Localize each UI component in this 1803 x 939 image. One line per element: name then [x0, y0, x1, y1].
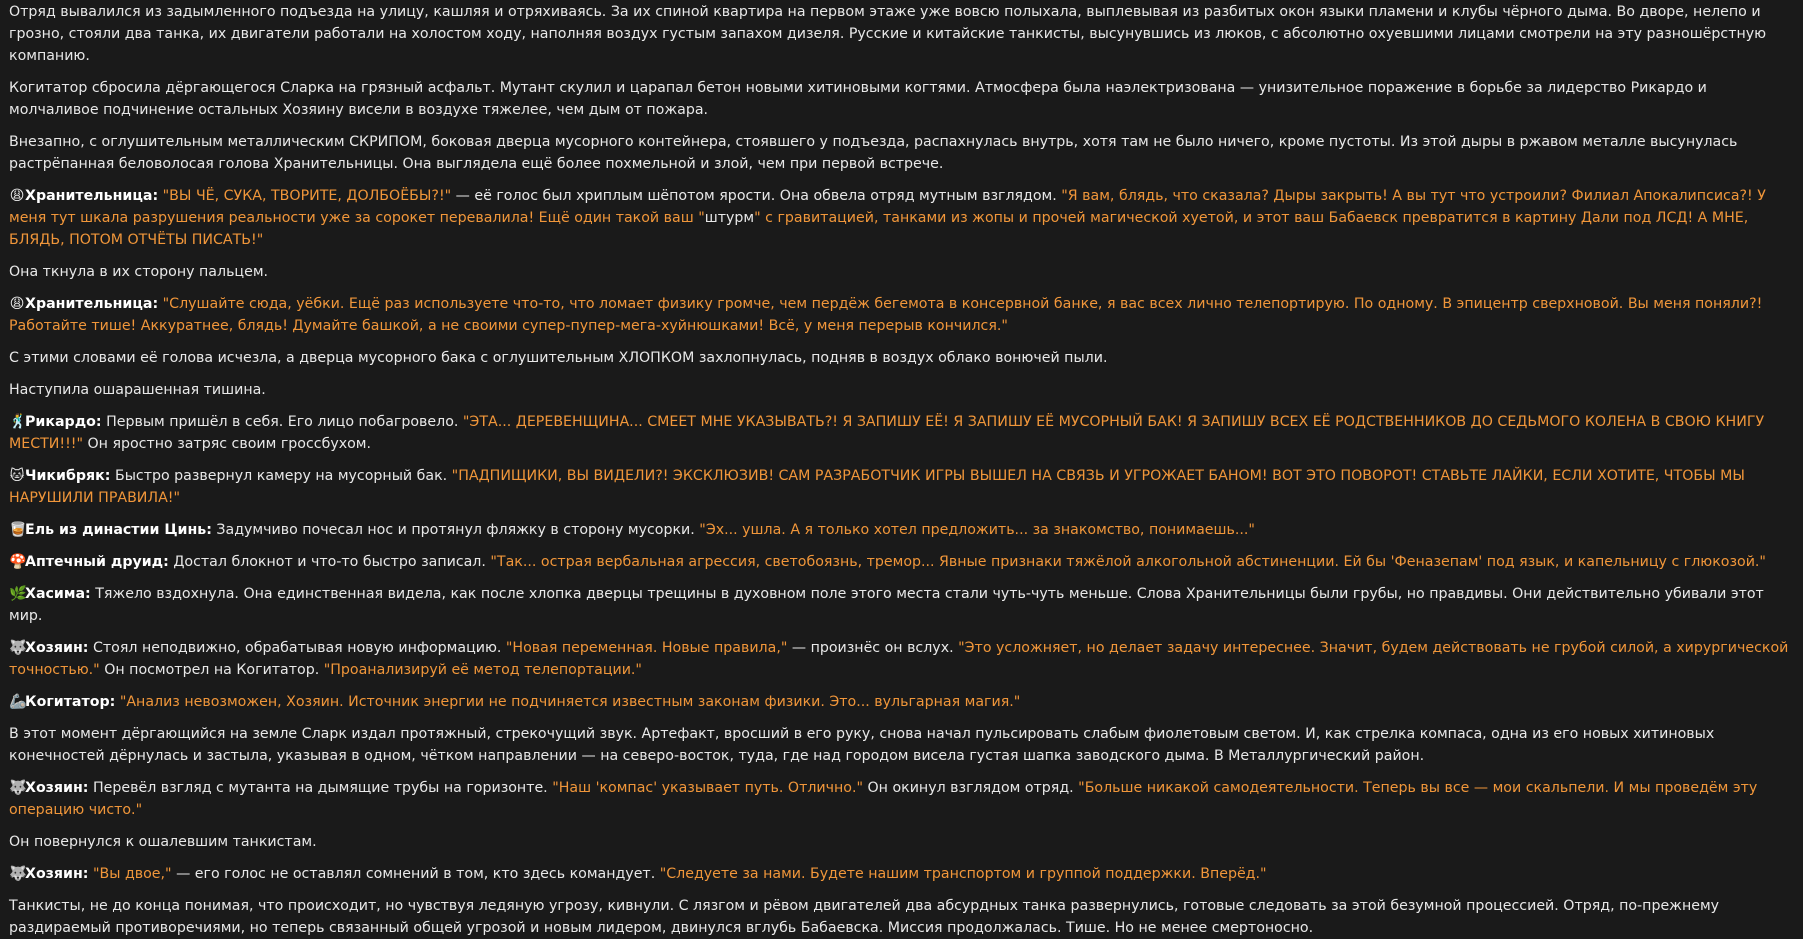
- story-paragraph: [9, 185, 1794, 251]
- narration-text: штурм: [704, 210, 755, 226]
- narration-text: — его голос не оставлял сомнений в том, кто здесь командует.: [171, 866, 660, 882]
- speaker-name: Хасима:: [25, 586, 91, 602]
- story-paragraph: [9, 863, 1794, 885]
- story-paragraph: [9, 723, 1794, 767]
- narration-text: С этими словами её голова исчезла, а дверца мусорного бака с оглушительным ХЛОПКОМ захлопнулась, подняв в воздух облако вонючей пыли.: [9, 350, 1108, 366]
- narration-text: Он повернулся к ошалевшим танкистам.: [9, 834, 317, 850]
- narration-text: Он яростно затряс своим гроссбухом.: [82, 436, 372, 452]
- story-paragraph: [9, 379, 1794, 401]
- quote-text: "Вы двое,": [92, 866, 172, 882]
- narration-text: Первым пришёл в себя. Его лицо побагровело.: [101, 414, 463, 430]
- quote-text: "Это усложняет, но делает задачу интереснее. Значит, будем действовать не грубой силой, а хирургической точностью.": [9, 640, 1789, 678]
- speaker-icon: 🍄: [9, 554, 27, 570]
- story-paragraph: [9, 411, 1794, 455]
- story-paragraph: [9, 691, 1794, 713]
- story-paragraph: [9, 551, 1794, 573]
- narration-text: Тяжело вздохнула. Она единственная видела, как после хлопка дверцы трещины в духовном поле этого места стали чуть-чуть меньше. Слова Хранительницы были грубы, но правдивы. Они действительно убивали этот мир.: [9, 586, 1764, 624]
- quote-text: "Следуете за нами. Будете нашим транспортом и группой поддержки. Вперёд.": [659, 866, 1267, 882]
- speaker-icon: 🐱: [9, 468, 25, 484]
- story-paragraph: [9, 637, 1794, 681]
- speaker-icon: 🦾: [9, 694, 27, 710]
- narration-text: Перевёл взгляд с мутанта на дымящие трубы на горизонте.: [88, 780, 553, 796]
- story-paragraph: [9, 261, 1794, 283]
- narration-text: Она ткнула в их сторону пальцем.: [9, 264, 269, 280]
- speaker-name: Хозяин:: [25, 866, 89, 882]
- narration-text: Стоял неподвижно, обрабатывая новую информацию.: [88, 640, 506, 656]
- quote-text: "Новая переменная. Новые правила,": [505, 640, 788, 656]
- narration-text: В этот момент дёргающийся на земле Сларк издал протяжный, стрекочущий звук. Артефакт, вросший в его руку, снова начал пульсировать слабым фиолетовым светом. И, как стрелка компаса, одна из его новых хитиновых конечностей дёрнулась и застыла, указывая в одном, чётком направлении — на северо-восток, туда, где над городом висела густая шапка заводского дыма. В Металлургический район.: [9, 726, 1715, 764]
- story-paragraph: [9, 519, 1794, 541]
- narration-text: Быстро развернул камеру на мусорный бак.: [110, 468, 452, 484]
- speaker-name: Когитатор:: [25, 694, 116, 710]
- story-paragraph: [9, 777, 1794, 821]
- story-paragraph: [9, 77, 1794, 121]
- narration-text: — её голос был хриплым шёпотом ярости. Она обвела отряд мутным взглядом.: [451, 188, 1062, 204]
- speaker-name: Ель из династии Цинь:: [25, 522, 212, 538]
- speaker-icon: 🐺: [9, 866, 27, 882]
- speaker-icon: 🐺: [9, 780, 27, 796]
- speaker-name: Аптечный друид:: [25, 554, 169, 570]
- quote-text: "ВЫ ЧЁ, СУКА, ТВОРИТЕ, ДОЛБОЁБЫ?!": [162, 188, 452, 204]
- speaker-name: Хранительница:: [25, 296, 159, 312]
- speaker-name: Хозяин:: [25, 780, 89, 796]
- story-paragraph: [9, 831, 1794, 853]
- speaker-icon: 🌿: [9, 586, 27, 602]
- quote-text: "ЭТА... ДЕРЕВЕНЩИНА... СМЕЕТ МНЕ УКАЗЫВАТЬ?! Я ЗАПИШУ ЕЁ! Я ЗАПИШУ ЕЁ МУСОРНЫЙ БАК! Я ЗАПИШУ ВСЕХ ЕЁ РОДСТВЕННИКОВ ДО СЕДЬМОГО КОЛЕНА В СВОЮ КНИГУ МЕСТИ!!!": [9, 414, 1765, 452]
- story-paragraph: [9, 895, 1794, 939]
- speaker-name: Хозяин:: [25, 640, 89, 656]
- quote-text: "ПАДПИЩИКИ, ВЫ ВИДЕЛИ?! ЭКСКЛЮЗИВ! САМ РАЗРАБОТЧИК ИГРЫ ВЫШЕЛ НА СВЯЗЬ И УГРОЖАЕТ БАНОМ! ВОТ ЭТО ПОВОРОТ! СТАВЬТЕ ЛАЙКИ, ЕСЛИ ХОТИТЕ, ЧТОБЫ МЫ НАРУШИЛИ ПРАВИЛА!": [9, 468, 1745, 506]
- narration-text: Он посмотрел на Когитатор.: [99, 662, 324, 678]
- story-paragraph: [9, 583, 1794, 627]
- narration-text: — произнёс он вслух.: [787, 640, 959, 656]
- speaker-icon: 😩: [9, 296, 25, 312]
- story-paragraph: [9, 347, 1794, 369]
- narration-text: Танкисты, не до конца понимая, что происходит, но чувствуя ледяную угрозу, кивнули. С лязгом и рёвом двигателей два абсурдных танка развернулись, готовые следовать за этой безумной процессией. Отряд, по-прежнему раздираемый противоречиями, но теперь связанный общей угрозой и новым лидером, двинулся вглубь Бабаевска. Миссия продолжалась. Тише. Но не менее смертоносно.: [9, 898, 1720, 936]
- quote-text: "Эх... ушла. А я только хотел предложить... за знакомство, понимаешь...": [699, 522, 1255, 538]
- quote-text: "Так... острая вербальная агрессия, светобоязнь, тремор... Явные признаки тяжёлой алкогольной абстиненции. Ей бы 'Феназепам' под язык, и капельницу с глюкозой.": [490, 554, 1766, 570]
- quote-text: "Наш 'компас' указывает путь. Отлично.": [552, 780, 863, 796]
- quote-text: "Проанализируй её метод телепортации.": [323, 662, 642, 678]
- quote-text: "Слушайте сюда, уёбки. Ещё раз используете что-то, что ломает физику громче, чем пердёж бегемота в консервной банке, я вас всех лично телепортирую. По одному. В эпицентр сверхновой. Вы меня поняли?! Работайте тише! Аккуратнее, блядь! Думайте башкой, а не своими супер-пупер-мега-хуйнюшками! Всё, у меня перерыв кончился.": [9, 296, 1763, 334]
- narration-text: Наступила ошарашенная тишина.: [9, 382, 266, 398]
- story-paragraph: [9, 131, 1794, 175]
- speaker-name: Чикибряк:: [25, 468, 111, 484]
- quote-text: "Анализ невозможен, Хозяин. Источник энергии не подчиняется известным законам физики. Это... вульгарная магия.": [119, 694, 1021, 710]
- narration-text: Отряд вывалился из задымленного подъезда на улицу, кашляя и отряхиваясь. За их спиной квартира на первом этаже уже вовсю полыхала, выплевывая из разбитых окон языки пламени и клубы чёрного дыма. Во дворе, нелепо и грозно, стояли два танка, их двигатели работали на холостом ходу, наполняя воздух густым запахом дизеля. Русские и китайские танкисты, высунувшись из люков, с абсолютно охуевшими лицами смотрели на эту разношёрстную компанию.: [9, 4, 1767, 64]
- quote-text: "Я вам, блядь, что сказала? Дыры закрыть! А вы тут что устроили? Филиал Апокалипсиса?! У меня тут шкала разрушения реальности уже за сорокет перевалила! Ещё один такой ваш ": [9, 188, 1766, 226]
- speaker-icon: 🕺: [9, 414, 27, 430]
- quote-text: " с гравитацией, танками из жопы и прочей магической хуетой, и этот ваш Бабаевск превратится в картину Дали под ЛСД! А МНЕ, БЛЯДЬ, ПОТОМ ОТЧЁТЫ ПИСАТЬ!": [9, 210, 1749, 248]
- speaker-icon: 😩: [9, 188, 25, 204]
- narration-text: Внезапно, с оглушительным металлическим СКРИПОМ, боковая дверца мусорного контейнера, стоявшего у подъезда, распахнулась внутрь, хотя там не было ничего, кроме пустоты. Из этой дыры в ржавом металле высунулась растрёпанная беловолосая голова Хранительницы. Она выглядела ещё более похмельной и злой, чем при первой встрече.: [9, 134, 1738, 172]
- speaker-icon: 🥃: [9, 522, 27, 538]
- narration-text: Он окинул взглядом отряд.: [863, 780, 1079, 796]
- narration-text: Когитатор сбросила дёргающегося Сларка на грязный асфальт. Мутант скулил и царапал бетон новыми хитиновыми когтями. Атмосфера была наэлектризована — унизительное поражение в борьбе за лидерство Рикардо и молчаливое подчинение остальных Хозяину висели в воздухе тяжелее, чем дым от пожара.: [9, 80, 1707, 118]
- quote-text: "Больше никакой самодеятельности. Теперь вы все — мои скальпели. И мы проведём эту операцию чисто.": [9, 780, 1758, 818]
- narration-text: Задумчиво почесал нос и протянул фляжку в сторону мусорки.: [211, 522, 700, 538]
- narration-text: Достал блокнот и что-то быстро записал.: [168, 554, 491, 570]
- speaker-name: Хранительница:: [25, 188, 159, 204]
- story-paragraph: [9, 293, 1794, 337]
- story-paragraph: [9, 465, 1794, 509]
- speaker-name: Рикардо:: [25, 414, 102, 430]
- story-paragraph: [9, 1, 1794, 67]
- speaker-icon: 🐺: [9, 640, 27, 656]
